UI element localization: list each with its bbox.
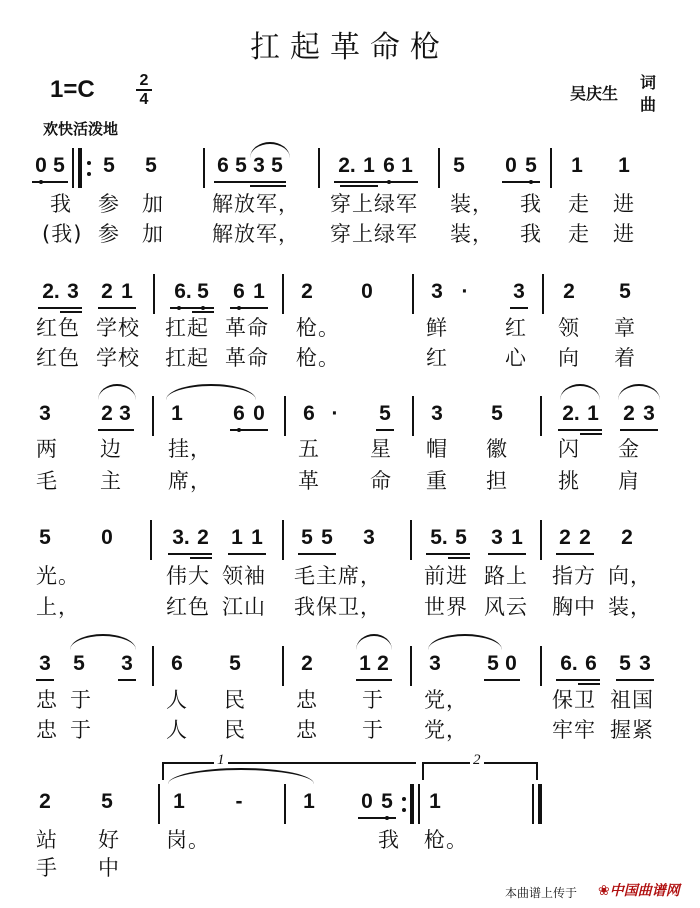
footer-note: 本曲谱上传于	[505, 886, 578, 900]
lyric: 向	[558, 346, 580, 370]
note: 3	[639, 652, 651, 675]
lyric: 我	[520, 222, 542, 246]
lyric: 边	[100, 437, 122, 461]
lyric: 红色	[166, 595, 210, 619]
note: 5	[522, 154, 540, 178]
note: 6.	[170, 280, 196, 304]
note: 3	[121, 652, 133, 675]
note: ·	[331, 402, 339, 425]
lyric: 毛主席，	[294, 564, 382, 588]
note: 5	[455, 526, 467, 549]
lyric: 光。	[36, 564, 80, 588]
note: 3	[39, 402, 51, 425]
first-ending-number: 1	[214, 752, 228, 769]
lyric: 扛起	[165, 346, 209, 370]
note: 2	[377, 652, 389, 675]
lyric: 上，	[36, 595, 80, 619]
note: 3	[363, 526, 375, 549]
lyric: 帽	[426, 437, 448, 461]
lyric: 人	[166, 718, 188, 742]
lyric: 五	[298, 437, 320, 461]
note: 3.	[172, 526, 190, 549]
lyric: 手	[36, 856, 58, 880]
lyric: 于	[70, 718, 92, 742]
lyric: 进	[613, 192, 635, 216]
lyrics-row-2b	[0, 342, 700, 372]
lyric: 鲜	[426, 316, 448, 340]
note: ·	[461, 280, 469, 303]
note: 5	[379, 402, 391, 425]
song-title: 扛起革命枪	[250, 30, 450, 65]
note: 5	[39, 526, 51, 549]
lyric: 肩	[618, 469, 640, 493]
time-denominator: 4	[139, 91, 149, 108]
tempo-marking: 欢快活泼地	[43, 120, 119, 138]
note: 5	[321, 526, 333, 549]
note: 2	[101, 402, 113, 425]
note: 5	[619, 280, 631, 303]
lyrics-row-4b	[0, 591, 700, 621]
note: 6	[585, 652, 597, 675]
note: 2	[559, 526, 571, 549]
note: 3	[429, 652, 441, 675]
lyric: 毛	[36, 469, 58, 493]
author-name: 吴庆生	[570, 84, 619, 103]
note: 1	[253, 280, 265, 303]
lyric: 牢牢	[552, 718, 596, 742]
lyric: 党，	[424, 718, 468, 742]
note: 0	[253, 402, 265, 425]
site-name: 中国曲谱网	[609, 883, 680, 899]
lyric: 胸中	[552, 595, 596, 619]
music-role: 曲	[640, 95, 657, 114]
lyrics-row-3b	[0, 465, 700, 495]
note: 5	[619, 652, 631, 675]
score-row-3	[0, 398, 700, 434]
lyric: 闪	[558, 437, 580, 461]
lyric-role: 词	[640, 73, 657, 92]
lyric: 伟大	[166, 564, 210, 588]
note: 3	[643, 402, 655, 425]
note: 3	[119, 402, 131, 425]
note: 1	[401, 154, 413, 177]
score-row-5	[0, 648, 700, 684]
lyric: 忠	[36, 688, 58, 712]
lyric: 我	[50, 192, 72, 216]
author-roles	[640, 72, 656, 116]
lyrics-row-6a	[0, 824, 700, 854]
score-row-2	[0, 276, 700, 312]
time-numerator: 2	[139, 72, 149, 89]
lyric: 忠	[296, 718, 318, 742]
lyric: 星	[370, 437, 392, 461]
note: 3	[253, 154, 265, 177]
note: 3	[67, 280, 79, 303]
note: 5	[103, 154, 115, 177]
lyric: 解放军，	[212, 222, 300, 246]
lyric: 中	[98, 856, 120, 880]
lyric: 着	[614, 346, 636, 370]
score-row-4	[0, 522, 700, 558]
lyric: 忠	[296, 688, 318, 712]
lyric: 保卫	[552, 688, 596, 712]
lyric: 民	[224, 688, 246, 712]
lyrics-row-2a	[0, 312, 700, 342]
note: 1	[571, 154, 583, 177]
note: 2	[579, 526, 591, 549]
note: 3	[431, 402, 443, 425]
note: 6	[217, 154, 229, 177]
note: 5	[491, 402, 503, 425]
lyric: 红	[426, 346, 448, 370]
lyric: 学校	[96, 346, 140, 370]
lyric: 加	[142, 192, 164, 216]
lyric: 担	[486, 469, 508, 493]
note: 0	[361, 280, 373, 303]
note: 5	[271, 154, 283, 177]
lyric: 于	[362, 718, 384, 742]
note: 1	[363, 154, 375, 177]
note: 5	[301, 526, 313, 549]
lyric: 好	[98, 828, 120, 852]
lyric: 心	[505, 346, 527, 370]
note: 5	[229, 652, 241, 675]
lyrics-row-6b	[0, 852, 700, 882]
note: 1	[121, 280, 133, 303]
note: 0	[32, 154, 50, 178]
lyric: 解放军，	[212, 192, 300, 216]
lyric: 红色	[36, 346, 80, 370]
lyrics-row-3a	[0, 433, 700, 463]
lyric: 革命	[225, 346, 269, 370]
lyric: 风云	[484, 595, 528, 619]
note: 0	[505, 154, 517, 177]
note: 3	[431, 280, 443, 303]
note: 1	[303, 790, 315, 813]
lyric: 革命	[225, 316, 269, 340]
note: 2	[39, 790, 51, 813]
note: 2	[197, 526, 209, 549]
lyric: 走	[568, 222, 590, 246]
note: 1	[429, 790, 441, 813]
logo-icon: ❀	[598, 883, 610, 899]
lyric: 徽	[486, 437, 508, 461]
note: 1	[587, 402, 599, 425]
lyrics-row-1a	[0, 188, 700, 218]
lyrics-row-5a	[0, 684, 700, 714]
note: 6	[171, 652, 183, 675]
lyric: 穿上绿军	[330, 222, 418, 246]
lyric: 主	[100, 469, 122, 493]
lyrics-row-1b	[0, 218, 700, 248]
note: 1	[511, 526, 523, 549]
note: 2	[621, 526, 633, 549]
lyric: 章	[614, 316, 636, 340]
lyric: 祖国	[610, 688, 654, 712]
note: 2	[301, 280, 313, 303]
note: 5	[235, 154, 247, 177]
note: 2.	[338, 154, 356, 177]
note: 6	[303, 402, 315, 425]
lyric: 扛起	[165, 316, 209, 340]
note: 2	[101, 280, 113, 303]
lyric: (我)	[42, 222, 83, 246]
lyric: 我	[378, 828, 400, 852]
lyrics-row-5b	[0, 714, 700, 744]
note: 0	[361, 790, 373, 813]
lyric: 路上	[484, 564, 528, 588]
lyric: 枪。	[296, 346, 340, 370]
note: 5	[53, 154, 65, 177]
note: 1	[171, 402, 183, 425]
score-row-1	[0, 150, 700, 186]
note: 1	[173, 790, 185, 813]
lyric: 进	[613, 222, 635, 246]
lyric: 金	[618, 437, 640, 461]
note: 5.	[430, 526, 448, 549]
lyric: 民	[224, 718, 246, 742]
note: 2.	[562, 402, 580, 425]
lyric: 岗。	[166, 828, 210, 852]
site-logo[interactable]	[598, 880, 680, 900]
note: 0	[101, 526, 113, 549]
note: 5	[378, 790, 396, 814]
lyric: 我	[520, 192, 542, 216]
note: 3	[39, 652, 51, 675]
note: 6.	[560, 652, 578, 675]
lyric: 挂，	[168, 437, 212, 461]
note: 1	[618, 154, 630, 177]
second-ending-number: 2	[470, 752, 484, 769]
lyric: 重	[426, 469, 448, 493]
note: 5	[453, 154, 465, 177]
lyric: 学校	[96, 316, 140, 340]
lyric: 命	[370, 469, 392, 493]
note: 1	[231, 526, 243, 549]
lyric: 红色	[36, 316, 80, 340]
lyric: 穿上绿军	[330, 192, 418, 216]
lyric: 装，	[608, 595, 652, 619]
lyric: 两	[36, 437, 58, 461]
note: 2	[301, 652, 313, 675]
lyric: 领	[558, 316, 580, 340]
note: 2.	[42, 280, 60, 303]
note: 3	[491, 526, 503, 549]
lyric: 人	[166, 688, 188, 712]
lyric: 向，	[608, 564, 652, 588]
lyric: 忠	[36, 718, 58, 742]
note: 0	[505, 652, 517, 675]
lyric: 于	[362, 688, 384, 712]
note: 2	[623, 402, 635, 425]
note: 5	[73, 652, 85, 675]
lyric: 加	[142, 222, 164, 246]
lyric: 枪。	[424, 828, 468, 852]
score-row-6	[0, 786, 700, 822]
lyric: 参	[98, 222, 120, 246]
lyric: 领袖	[222, 564, 266, 588]
time-signature	[135, 72, 153, 108]
note: -	[235, 790, 243, 813]
note: 2	[563, 280, 575, 303]
key-signature: 1=C	[50, 76, 95, 103]
lyric: 走	[568, 192, 590, 216]
lyric: 于	[70, 688, 92, 712]
note: 3	[513, 280, 525, 303]
note: 5	[145, 154, 157, 177]
note: 5	[487, 652, 499, 675]
lyric: 革	[298, 469, 320, 493]
note: 5	[194, 280, 212, 304]
lyric: 装，	[450, 222, 494, 246]
note: 5	[101, 790, 113, 813]
lyric: 枪。	[296, 316, 340, 340]
lyric: 前进	[424, 564, 468, 588]
lyric: 参	[98, 192, 120, 216]
lyric: 我保卫，	[294, 595, 382, 619]
lyric: 世界	[424, 595, 468, 619]
lyric: 站	[36, 828, 58, 852]
lyric: 席，	[168, 469, 212, 493]
lyric: 党，	[424, 688, 468, 712]
lyric: 握紧	[610, 718, 654, 742]
lyric: 红	[505, 316, 527, 340]
lyric: 江山	[222, 595, 266, 619]
note: 6	[380, 154, 398, 178]
note: 6	[230, 280, 248, 304]
lyrics-row-4a	[0, 560, 700, 590]
note: 6	[230, 402, 248, 426]
note: 1	[359, 652, 371, 675]
lyric: 装，	[450, 192, 494, 216]
lyric: 挑	[558, 469, 580, 493]
note: 1	[251, 526, 263, 549]
lyric: 指方	[552, 564, 596, 588]
